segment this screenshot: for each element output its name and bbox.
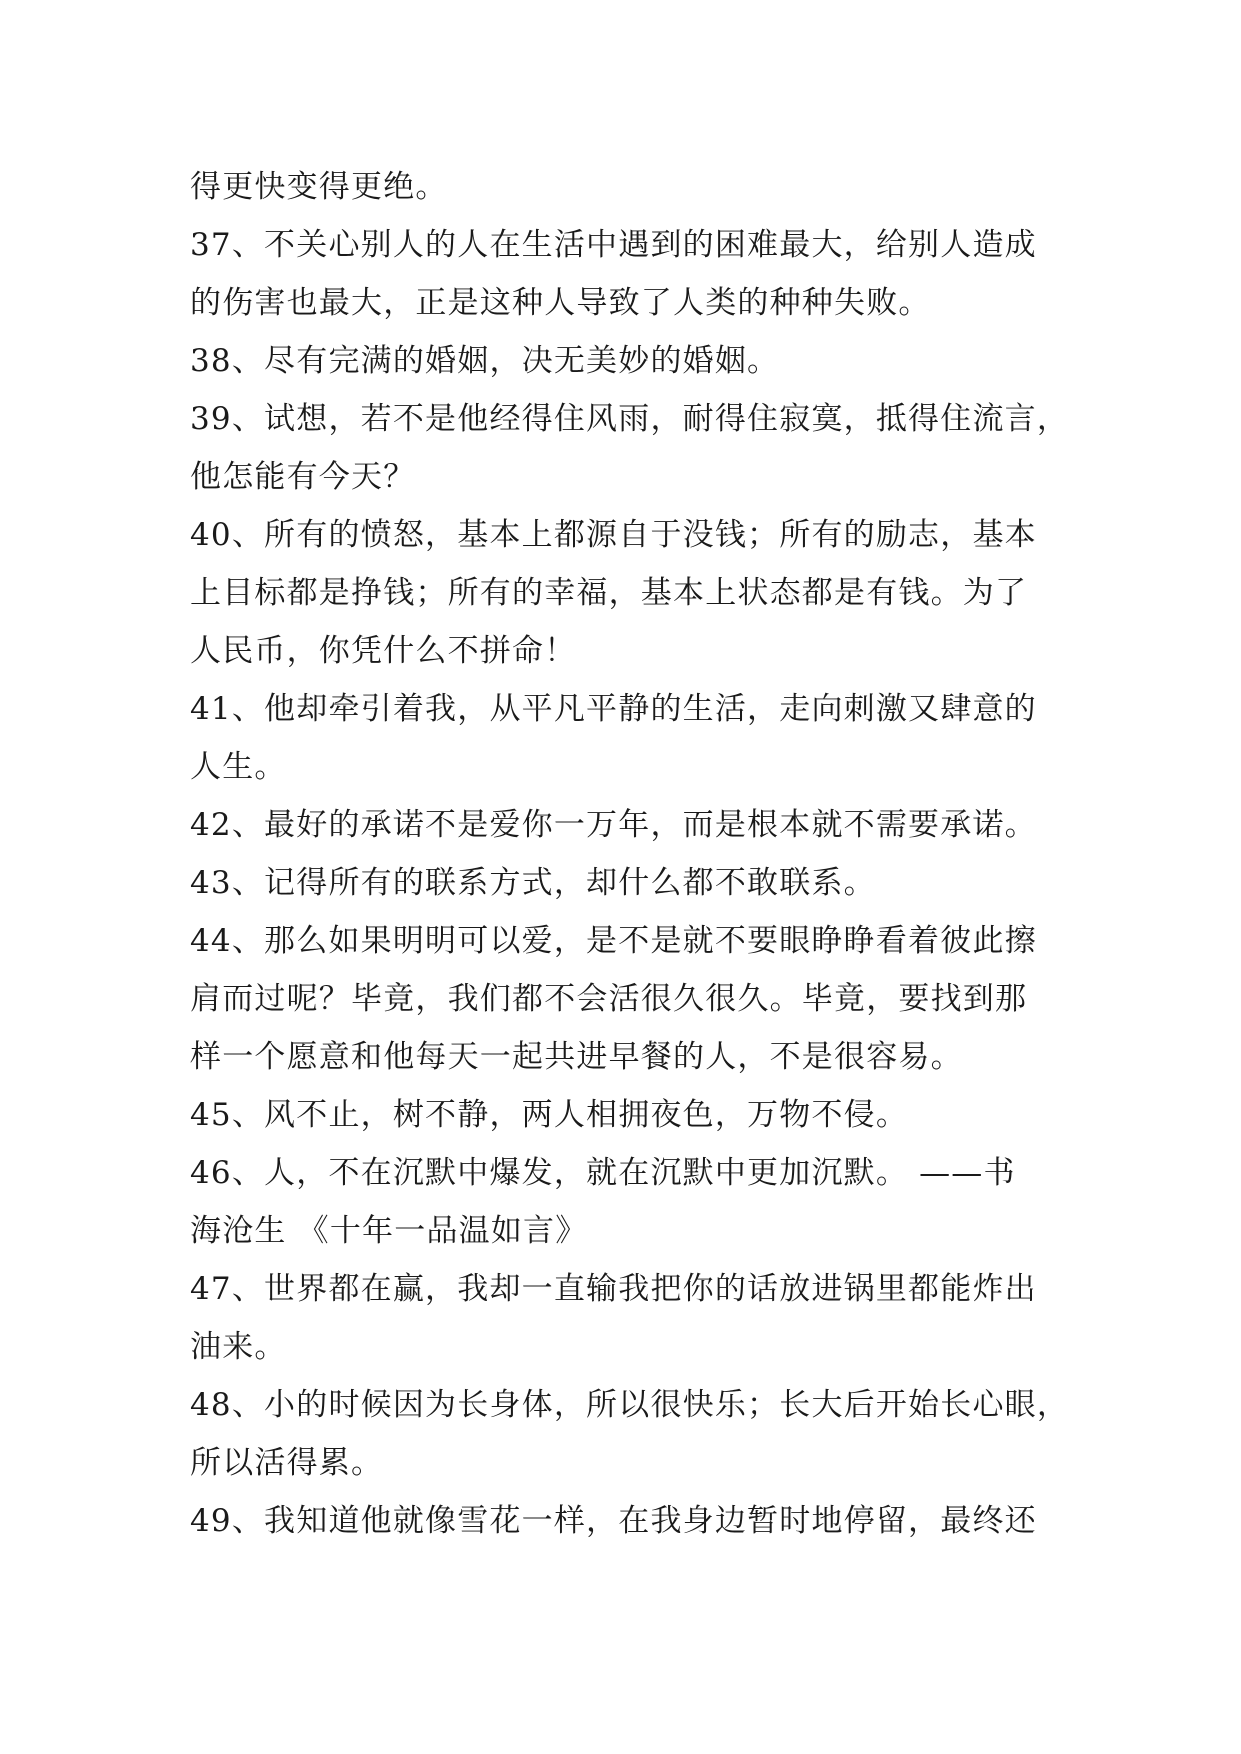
text-line: 49、我知道他就像雪花一样，在我身边暂时地停留，最终还	[190, 1503, 1037, 1539]
text-line: 47、世界都在赢，我却一直输我把你的话放进锅里都能炸出	[190, 1271, 1037, 1307]
text-line: 42、最好的承诺不是爱你一万年，而是根本就不需要承诺。	[190, 807, 1037, 843]
text-line: 37、不关心别人的人在生活中遇到的困难最大，给别人造成	[190, 227, 1037, 263]
text-line: 的伤害也最大，正是这种人导致了人类的种种失败。	[190, 285, 931, 321]
text-line: 人生。	[190, 749, 287, 785]
text-line: 44、那么如果明明可以爱，是不是就不要眼睁睁看着彼此擦	[190, 923, 1037, 959]
text-line: 40、所有的愤怒，基本上都源自于没钱；所有的励志，基本	[190, 517, 1037, 553]
text-line: 人民币，你凭什么不拼命！	[190, 633, 577, 669]
text-line: 肩而过呢？毕竟，我们都不会活很久很久。毕竟，要找到那	[190, 981, 1028, 1017]
text-line: 海沧生 《十年一品温如言》	[190, 1213, 588, 1249]
text-line: 所以活得累。	[190, 1445, 384, 1481]
text-line: 46、人，不在沉默中爆发，就在沉默中更加沉默。 ——书	[190, 1155, 1016, 1191]
text-line: 他怎能有今天？	[190, 459, 416, 495]
document-body	[190, 158, 1070, 1550]
text-line: 39、试想，若不是他经得住风雨，耐得住寂寞，抵得住流言，	[190, 401, 1070, 437]
text-line: 38、尽有完满的婚姻，决无美妙的婚姻。	[190, 343, 780, 379]
text-line: 45、风不止，树不静，两人相拥夜色，万物不侵。	[190, 1097, 909, 1133]
text-line: 43、记得所有的联系方式，却什么都不敢联系。	[190, 865, 876, 901]
text-line: 48、小的时候因为长身体，所以很快乐；长大后开始长心眼，	[190, 1387, 1070, 1423]
text-line: 上目标都是挣钱；所有的幸福，基本上状态都是有钱。为了	[190, 575, 1028, 611]
text-line: 41、他却牵引着我，从平凡平静的生活，走向刺激又肆意的	[190, 691, 1037, 727]
text-line: 油来。	[190, 1329, 287, 1365]
text-line: 得更快变得更绝。	[190, 169, 448, 205]
text-line: 样一个愿意和他每天一起共进早餐的人，不是很容易。	[190, 1039, 963, 1075]
